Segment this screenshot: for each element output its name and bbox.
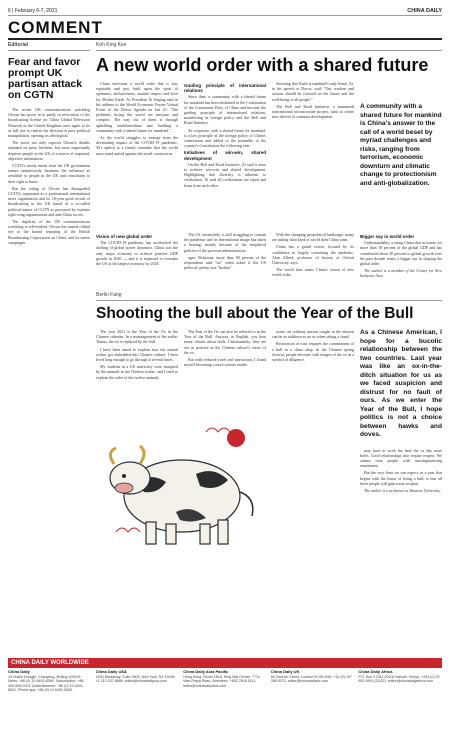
ox-illustration xyxy=(96,412,264,558)
story-column xyxy=(272,232,354,288)
story-paragraph: ages. Relations, more than 80 percent of the respondents said "no" when asked if the US political system was "broken". xyxy=(184,254,266,271)
subheading: Guiding principle of international relations xyxy=(184,83,266,94)
decorative-sun xyxy=(227,429,245,447)
story-paragraph: The Belt and Road Initiative, a mammoth transnational infrastructure project, aims to create new drivers of common development. xyxy=(272,103,354,120)
footer-offices xyxy=(8,670,442,740)
editorial-body xyxy=(8,107,90,245)
story-paragraph: Restoration of trust requires the commitment of a bull in a china shop. In the Chinese spring festival, people decorate with images of the ox as a symbol of diligence. xyxy=(272,341,354,363)
story-paragraph: With the changing geopolitical landscape, many are asking what kind of world does China want. xyxy=(272,232,354,243)
editorial-kicker: Editorial xyxy=(8,42,90,51)
story-paragraph: I have been asked to explain how the animal zodiac got embedded into Chinese culture. I have lived long enough to go through it several times. xyxy=(96,346,178,363)
story-headline: A new world order with a shared future xyxy=(96,55,429,75)
subheading: Initiatives of win-win, shared development xyxy=(184,150,266,161)
story-paragraph: But with reduced travel and interaction, I found myself becoming a more serious reader. xyxy=(184,357,266,368)
office-text: 15 Huixin Dongjie, Chaoyang, Beijing 100029. News: +86 (0) 10 6491-8366. Subscription: +86 400-699-0203. Advertisement: +86 (0) 10 6491-8631. Phone app: +86 (0) 10 6491-0528. xyxy=(8,674,84,693)
story-paragraph: Since then, a community with a shared future for mankind has been enshrined in the Constitution of the Communist Party of China and become the guiding principle of international relations, manifesting in foreign policy and the Belt and Road Initiative. xyxy=(184,94,266,126)
story-headline: Shooting the bull about the Year of the Bull xyxy=(96,305,414,322)
office-text: Hong Kong: Room 1818, Hing Wai Centre, 7 Tin Wan Praya Road, Aberdeen. +852 2518 5111. editor@chinadailyasia.com xyxy=(183,674,260,688)
office-title: China Daily USA xyxy=(95,670,127,674)
office-title: China Daily Africa xyxy=(358,670,393,674)
story-paragraph: Understandably, a rising China that accounts for more than 18 percent of the global GDP and has contributed about 30 percent to global growth over the past decade wants a bigger say in shaping the global order. xyxy=(360,240,442,267)
office-block xyxy=(358,670,442,740)
author-note: The author is a professor at Shantou University. xyxy=(364,487,441,493)
story-paragraph: To cooperate, with a shared future for mankind, is a key principle of the foreign policy of China's constitution and added to the preamble to the country's Constitution the following year. xyxy=(184,127,266,149)
editorial-paragraph: The duplicity of the UK communications watchdog is self-evident. Ofcom has turned a blind eye to the biased reporting of the British Broadcasting Corporation on China, and its smear campaigns. xyxy=(8,219,90,245)
story-paragraph: China envisions a world order that is fair, equitable and just, built upon the spirit of openness, inclusiveness, mutual respect and love for Mother Earth. As President Xi Jinping said in his address to the World Economic Forum Virtual Event of the Davos Agenda on Jan 25: "The problems facing the world are intricate and complex. The way out of them is through upholding multilateralism and building a community with a shared future for mankind." xyxy=(96,81,178,133)
story-paragraph: But the very least we can expect, in a year that begins with the honor of being a bull, is that all these people will gain some wisdom. xyxy=(360,470,442,486)
pull-quote: A community with a shared future for mankind is China's answer to the call of a world beset by myriad challenges and risks, ranging from terrorism, economic downturn and climatic change to protectionism and anti-globalization. xyxy=(360,103,442,187)
editorial-paragraph: CGTN's steady intent from the UK government ensure satisfactorily threatens the influence as available to people in the UK and contributes to their right to know. xyxy=(8,163,90,184)
author-note: The author is a member of the Center for New Inclusive Asia. xyxy=(360,268,442,279)
story-paragraph: The US, meanwhile, is still struggling to contain the pandemic and its international image has taken a beating, mainly because of the misplaced policies of the previous administration. xyxy=(184,232,266,253)
story-paragraph: Stressing that Earth is mankind's only home, Xi, in his speech at Davos, said: "Our wisdom and actions should be focused on the future and the well-being of all people." xyxy=(272,81,354,102)
story-column-right xyxy=(360,329,442,579)
pull-quote: As a Chinese American, I hope for a bucolic relationship between the two countries. Last year was like an ox-in-the-ditch situation for us as we faced suspicion and distrust for no fault of ours. As we enter the Year of the Bull, I hope politics is not a choice between hawks and doves. xyxy=(360,329,442,438)
office-block xyxy=(96,670,180,740)
subheading: Vision of new global order xyxy=(96,234,153,239)
story-paragraph: The year 2021 is the Year of the Ox in the Chinese calendar. In a rearrangement of the zodiac Taurus, the ox is replaced by the bull. xyxy=(96,329,178,345)
section-rule xyxy=(8,38,442,40)
story-paragraph: As the world struggles to emerge from the devastating impact of the COVID-19 pandemic, Xi's speech is a timely reminder that the world must stand united against the novel coronavirus. xyxy=(96,135,178,156)
brand-name: CHINA DAILY xyxy=(407,7,442,14)
page-reference: 6 | February 6-7, 2021 xyxy=(8,7,58,14)
story-byline: Koh King Kee xyxy=(96,42,442,51)
story-paragraph: The world thus wants China's vision of new world order. xyxy=(272,267,354,278)
footer-title-bar: CHINA DAILY WORLDWIDE xyxy=(8,658,442,668)
section-title: COMMENT xyxy=(8,18,103,37)
story-column xyxy=(360,232,442,288)
office-text: P.O. Box 27281-00100 Nairobi, Kenya. +254 (0) 20 692 0900 (20/22). editor@chinadailyafrica.com xyxy=(358,674,440,684)
office-text: 1500 Broadway, Suite 2800, New York, NY 10036. +1 212 537 8888. editor@chinadailyusa.com xyxy=(95,674,176,684)
story-paragraph: The COVID-19 pandemic has accelerated the shifting of global power dynamics. China was the only major economy to achieve positive GDP growth in 2020 — and it is expected to overtake the US as the largest economy by 2028. xyxy=(96,240,178,267)
editorial-column xyxy=(8,42,90,652)
editorial-headline: Fear and favor prompt UK partisan attack on CGTN xyxy=(8,56,83,101)
office-title: China Daily UK xyxy=(270,670,300,674)
story-column xyxy=(96,232,178,288)
story-paragraph: China has a grand vision, focused by its confidence in largely containing the epidemic, Alan Alfred, professor of history at Oxford University, says. xyxy=(272,244,354,266)
story-paragraph: may have to work the land the ox has more holes. Good relationships also require respect. We cannot treat people with uncompromising resentment. xyxy=(360,447,442,469)
story-column xyxy=(184,232,266,288)
story-paragraph: My students in a US university were intrigued by the animals in the Chinese zodiac, and I tried to explain the order of the twelve animals. xyxy=(96,364,178,380)
story-byline: Berlin Fang xyxy=(96,292,442,301)
editorial-paragraph: But the ruling of Ofcom has disregarded CGTN's reputation as a professional international news organization and its 18-year good record of broadcasting in the UK based of a so-called political nature of CGTN as portrayed by extreme right-wing organizations and anti-China forces. xyxy=(8,185,90,217)
office-text: 90 Cannon Street, London EC4N 6HA. +44 (0) 207 398 8270. editor@chinadailyuk.com xyxy=(270,674,352,684)
office-title: China Daily Asia Pacific xyxy=(183,670,229,674)
editorial-paragraph: The recent UK communications watchdog Ofcom has given in to partly in revocation of the broadcasting license for China Global Television Network in the United Kingdom once again to be as fall, not to realize the decision is pure political manipulation, opening its ideological. xyxy=(8,107,90,139)
office-title: China Daily xyxy=(8,670,30,674)
story-paragraph: scene, an ordinary person caught in the tension can be as stubborn as an ox when taking a stand. xyxy=(272,329,354,340)
subheading: Bigger say in world order xyxy=(360,234,415,239)
office-block xyxy=(8,670,92,740)
office-block xyxy=(183,670,267,740)
page-header xyxy=(8,6,442,16)
story-column xyxy=(272,329,354,579)
editorial-paragraph: The move not only exposes Ofcom's double standard on press freedom, but more importantly deprives people in the UK of a source of impartial, objective information. xyxy=(8,140,90,161)
story-columns-lower xyxy=(96,232,442,288)
office-block xyxy=(271,670,355,740)
story-paragraph: The Year of the Ox can also be referred to as the Year of the Bull. Anyway, in English, you hear many idioms about bulls. Unfortunately, they are not as positive as the Chinese culture's views of the ox. xyxy=(184,329,266,355)
story-paragraph: On the Belt and Road Initiative, Xi said it aims to achieve win-win and shared development. Highlighting that diversity is inherent to civilization, Xi said all civilizations are equal and learn from each other. xyxy=(184,161,266,188)
